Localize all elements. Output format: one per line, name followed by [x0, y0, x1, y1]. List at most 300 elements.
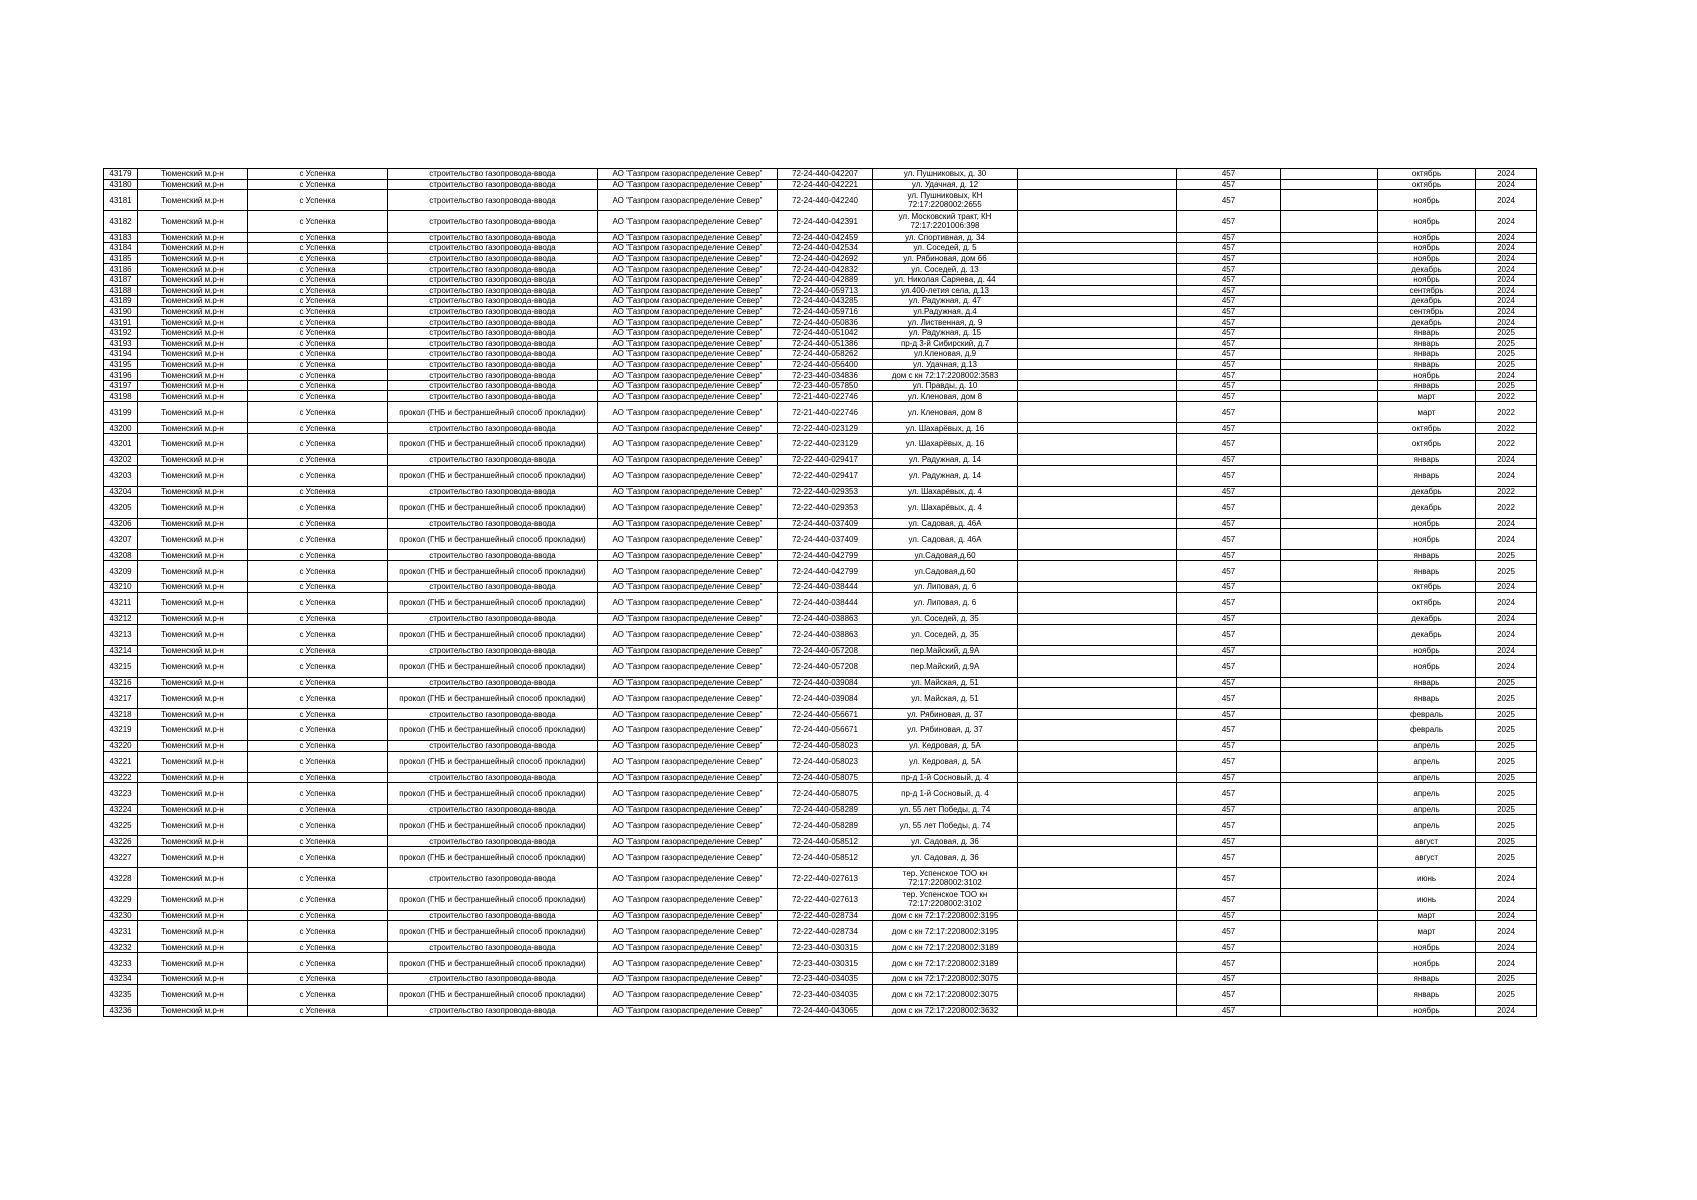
settlement-cell: с Успенка	[248, 719, 388, 740]
empty-cell	[1018, 582, 1177, 593]
organization-cell: АО "Газпром газораспределение Север"	[598, 550, 778, 561]
code-cell: 457	[1177, 497, 1281, 518]
work-type-cell: прокол (ГНБ и бестраншейный способ прокладки)	[388, 751, 598, 772]
empty-cell	[1018, 560, 1177, 581]
year-cell: 2024	[1476, 868, 1537, 889]
work-type-cell: прокол (ГНБ и бестраншейный способ прокладки)	[388, 656, 598, 677]
empty-cell	[1018, 804, 1177, 815]
year-cell: 2024	[1476, 529, 1537, 550]
address-cell: дом с кн 72:17:2208002:3632	[873, 1005, 1018, 1016]
organization-cell: АО "Газпром газораспределение Север"	[598, 624, 778, 645]
row-number-cell: 43203	[104, 465, 138, 486]
work-type-cell: строительство газопровода-ввода	[388, 359, 598, 370]
month-cell: февраль	[1378, 719, 1476, 740]
year-cell: 2025	[1476, 804, 1537, 815]
table-row	[104, 613, 1537, 624]
work-type-cell: прокол (ГНБ и бестраншейный способ прокладки)	[388, 688, 598, 709]
organization-cell: АО "Газпром газораспределение Север"	[598, 179, 778, 190]
empty-cell	[1281, 264, 1378, 275]
request-number-cell: 72-24-440-050836	[778, 317, 873, 328]
year-cell: 2025	[1476, 751, 1537, 772]
district-cell: Тюменский м.р-н	[138, 423, 248, 434]
month-cell: январь	[1378, 688, 1476, 709]
empty-cell	[1018, 815, 1177, 836]
district-cell: Тюменский м.р-н	[138, 645, 248, 656]
settlement-cell: с Успенка	[248, 529, 388, 550]
settlement-cell: с Успенка	[248, 550, 388, 561]
organization-cell: АО "Газпром газораспределение Север"	[598, 783, 778, 804]
empty-cell	[1018, 952, 1177, 973]
address-cell: ул. Пушниковых, д. 30	[873, 169, 1018, 180]
settlement-cell: с Успенка	[248, 274, 388, 285]
empty-cell	[1281, 497, 1378, 518]
month-cell: апрель	[1378, 751, 1476, 772]
work-type-cell: строительство газопровода-ввода	[388, 179, 598, 190]
empty-cell	[1281, 804, 1378, 815]
empty-cell	[1281, 486, 1378, 497]
year-cell: 2024	[1476, 370, 1537, 381]
empty-cell	[1281, 624, 1378, 645]
row-number-cell: 43197	[104, 380, 138, 391]
code-cell: 457	[1177, 465, 1281, 486]
month-cell: январь	[1378, 550, 1476, 561]
address-cell: пр-д 1-й Сосновый, д. 4	[873, 772, 1018, 783]
year-cell: 2024	[1476, 921, 1537, 942]
table-row	[104, 719, 1537, 740]
district-cell: Тюменский м.р-н	[138, 804, 248, 815]
organization-cell: АО "Газпром газораспределение Север"	[598, 974, 778, 985]
code-cell: 457	[1177, 306, 1281, 317]
address-cell: ул. Садовая, д. 36	[873, 847, 1018, 868]
month-cell: ноябрь	[1378, 1005, 1476, 1016]
month-cell: январь	[1378, 677, 1476, 688]
empty-cell	[1281, 402, 1378, 423]
year-cell: 2025	[1476, 688, 1537, 709]
year-cell: 2024	[1476, 952, 1537, 973]
month-cell: декабрь	[1378, 624, 1476, 645]
address-cell: ул.Садовая,д.60	[873, 560, 1018, 581]
year-cell: 2024	[1476, 1005, 1537, 1016]
month-cell: ноябрь	[1378, 274, 1476, 285]
settlement-cell: с Успенка	[248, 804, 388, 815]
month-cell: октябрь	[1378, 433, 1476, 454]
table-row	[104, 455, 1537, 466]
table-row	[104, 847, 1537, 868]
request-number-cell: 72-22-440-029417	[778, 465, 873, 486]
row-number-cell: 43236	[104, 1005, 138, 1016]
district-cell: Тюменский м.р-н	[138, 190, 248, 211]
district-cell: Тюменский м.р-н	[138, 688, 248, 709]
empty-cell	[1018, 497, 1177, 518]
empty-cell	[1018, 709, 1177, 720]
empty-cell	[1018, 645, 1177, 656]
settlement-cell: с Успенка	[248, 910, 388, 921]
empty-cell	[1018, 359, 1177, 370]
request-number-cell: 72-24-440-056671	[778, 719, 873, 740]
settlement-cell: с Успенка	[248, 232, 388, 243]
organization-cell: АО "Газпром газораспределение Север"	[598, 486, 778, 497]
month-cell: октябрь	[1378, 169, 1476, 180]
table-row	[104, 560, 1537, 581]
district-cell: Тюменский м.р-н	[138, 847, 248, 868]
month-cell: март	[1378, 402, 1476, 423]
empty-cell	[1018, 433, 1177, 454]
address-cell: дом с кн 72:17:2208002:3075	[873, 984, 1018, 1005]
settlement-cell: с Успенка	[248, 497, 388, 518]
month-cell: ноябрь	[1378, 952, 1476, 973]
settlement-cell: с Успенка	[248, 327, 388, 338]
code-cell: 457	[1177, 847, 1281, 868]
table-row	[104, 518, 1537, 529]
organization-cell: АО "Газпром газораспределение Север"	[598, 836, 778, 847]
code-cell: 457	[1177, 942, 1281, 953]
empty-cell	[1281, 306, 1378, 317]
request-number-cell: 72-24-440-042207	[778, 169, 873, 180]
code-cell: 457	[1177, 719, 1281, 740]
address-cell: пер.Майский, д.9А	[873, 656, 1018, 677]
table-row	[104, 179, 1537, 190]
empty-cell	[1281, 243, 1378, 254]
year-cell: 2024	[1476, 645, 1537, 656]
table-row	[104, 402, 1537, 423]
work-type-cell: строительство газопровода-ввода	[388, 306, 598, 317]
organization-cell: АО "Газпром газораспределение Север"	[598, 868, 778, 889]
empty-cell	[1018, 232, 1177, 243]
year-cell: 2024	[1476, 624, 1537, 645]
settlement-cell: с Успенка	[248, 815, 388, 836]
table-row	[104, 550, 1537, 561]
empty-cell	[1018, 264, 1177, 275]
code-cell: 457	[1177, 952, 1281, 973]
organization-cell: АО "Газпром газораспределение Север"	[598, 889, 778, 910]
settlement-cell: с Успенка	[248, 169, 388, 180]
empty-cell	[1018, 338, 1177, 349]
organization-cell: АО "Газпром газораспределение Север"	[598, 751, 778, 772]
year-cell: 2024	[1476, 613, 1537, 624]
district-cell: Тюменский м.р-н	[138, 211, 248, 232]
empty-cell	[1281, 232, 1378, 243]
row-number-cell: 43212	[104, 613, 138, 624]
empty-cell	[1281, 529, 1378, 550]
table-row	[104, 359, 1537, 370]
organization-cell: АО "Газпром газораспределение Север"	[598, 380, 778, 391]
settlement-cell: с Успенка	[248, 433, 388, 454]
table-row	[104, 942, 1537, 953]
work-type-cell: строительство газопровода-ввода	[388, 423, 598, 434]
year-cell: 2024	[1476, 264, 1537, 275]
work-type-cell: строительство газопровода-ввода	[388, 327, 598, 338]
empty-cell	[1281, 656, 1378, 677]
settlement-cell: с Успенка	[248, 359, 388, 370]
district-cell: Тюменский м.р-н	[138, 243, 248, 254]
work-type-cell: строительство газопровода-ввода	[388, 645, 598, 656]
organization-cell: АО "Газпром газораспределение Север"	[598, 815, 778, 836]
row-number-cell: 43191	[104, 317, 138, 328]
request-number-cell: 72-24-440-056400	[778, 359, 873, 370]
row-number-cell: 43183	[104, 232, 138, 243]
year-cell: 2025	[1476, 847, 1537, 868]
organization-cell: АО "Газпром газораспределение Север"	[598, 529, 778, 550]
work-type-cell: строительство газопровода-ввода	[388, 296, 598, 307]
settlement-cell: с Успенка	[248, 624, 388, 645]
empty-cell	[1018, 921, 1177, 942]
empty-cell	[1281, 984, 1378, 1005]
row-number-cell: 43214	[104, 645, 138, 656]
table-row	[104, 232, 1537, 243]
settlement-cell: с Успенка	[248, 836, 388, 847]
code-cell: 457	[1177, 677, 1281, 688]
empty-cell	[1018, 296, 1177, 307]
month-cell: апрель	[1378, 741, 1476, 752]
code-cell: 457	[1177, 974, 1281, 985]
address-cell: ул. Удачная, д.13	[873, 359, 1018, 370]
district-cell: Тюменский м.р-н	[138, 402, 248, 423]
empty-cell	[1281, 952, 1378, 973]
work-type-cell: прокол (ГНБ и бестраншейный способ прокладки)	[388, 719, 598, 740]
row-number-cell: 43226	[104, 836, 138, 847]
district-cell: Тюменский м.р-н	[138, 497, 248, 518]
organization-cell: АО "Газпром газораспределение Север"	[598, 677, 778, 688]
year-cell: 2024	[1476, 169, 1537, 180]
settlement-cell: с Успенка	[248, 423, 388, 434]
empty-cell	[1018, 211, 1177, 232]
address-cell: ул. Соседей, д. 35	[873, 613, 1018, 624]
code-cell: 457	[1177, 402, 1281, 423]
request-number-cell: 72-24-440-056671	[778, 709, 873, 720]
request-number-cell: 72-23-440-030315	[778, 942, 873, 953]
code-cell: 457	[1177, 317, 1281, 328]
year-cell: 2024	[1476, 656, 1537, 677]
settlement-cell: с Успенка	[248, 921, 388, 942]
request-number-cell: 72-24-440-059713	[778, 285, 873, 296]
work-type-cell: строительство газопровода-ввода	[388, 285, 598, 296]
code-cell: 457	[1177, 656, 1281, 677]
year-cell: 2025	[1476, 560, 1537, 581]
month-cell: октябрь	[1378, 592, 1476, 613]
month-cell: декабрь	[1378, 317, 1476, 328]
empty-cell	[1018, 868, 1177, 889]
organization-cell: АО "Газпром газораспределение Север"	[598, 169, 778, 180]
code-cell: 457	[1177, 190, 1281, 211]
year-cell: 2024	[1476, 285, 1537, 296]
code-cell: 457	[1177, 984, 1281, 1005]
row-number-cell: 43209	[104, 560, 138, 581]
work-type-cell: строительство газопровода-ввода	[388, 232, 598, 243]
district-cell: Тюменский м.р-н	[138, 560, 248, 581]
settlement-cell: с Успенка	[248, 285, 388, 296]
code-cell: 457	[1177, 592, 1281, 613]
month-cell: январь	[1378, 327, 1476, 338]
work-type-cell: строительство газопровода-ввода	[388, 868, 598, 889]
empty-cell	[1018, 783, 1177, 804]
row-number-cell: 43184	[104, 243, 138, 254]
empty-cell	[1281, 815, 1378, 836]
row-number-cell: 43213	[104, 624, 138, 645]
table-row	[104, 380, 1537, 391]
address-cell: дом с кн 72:17:2208002:3189	[873, 942, 1018, 953]
empty-cell	[1281, 560, 1378, 581]
empty-cell	[1281, 921, 1378, 942]
work-type-cell: прокол (ГНБ и бестраншейный способ прокладки)	[388, 592, 598, 613]
district-cell: Тюменский м.р-н	[138, 889, 248, 910]
address-cell: тер. Успенское ТОО кн 72:17:2208002:3102	[873, 868, 1018, 889]
request-number-cell: 72-24-440-058075	[778, 783, 873, 804]
table-row	[104, 211, 1537, 232]
row-number-cell: 43218	[104, 709, 138, 720]
code-cell: 457	[1177, 836, 1281, 847]
organization-cell: АО "Газпром газораспределение Север"	[598, 465, 778, 486]
work-type-cell: строительство газопровода-ввода	[388, 243, 598, 254]
month-cell: ноябрь	[1378, 645, 1476, 656]
empty-cell	[1018, 285, 1177, 296]
data-table	[103, 168, 1537, 1017]
empty-cell	[1018, 910, 1177, 921]
row-number-cell: 43200	[104, 423, 138, 434]
table-row	[104, 688, 1537, 709]
code-cell: 457	[1177, 1005, 1281, 1016]
empty-cell	[1281, 359, 1378, 370]
row-number-cell: 43181	[104, 190, 138, 211]
district-cell: Тюменский м.р-н	[138, 868, 248, 889]
work-type-cell: строительство газопровода-ввода	[388, 1005, 598, 1016]
request-number-cell: 72-24-440-039084	[778, 677, 873, 688]
address-cell: ул. Радужная, д. 14	[873, 455, 1018, 466]
request-number-cell: 72-22-440-023129	[778, 433, 873, 454]
year-cell: 2024	[1476, 942, 1537, 953]
district-cell: Тюменский м.р-н	[138, 274, 248, 285]
district-cell: Тюменский м.р-н	[138, 349, 248, 360]
table-row	[104, 645, 1537, 656]
settlement-cell: с Успенка	[248, 253, 388, 264]
row-number-cell: 43223	[104, 783, 138, 804]
request-number-cell: 72-22-440-029353	[778, 486, 873, 497]
code-cell: 457	[1177, 560, 1281, 581]
row-number-cell: 43196	[104, 370, 138, 381]
address-cell: ул. Рябиновая, д. 37	[873, 709, 1018, 720]
request-number-cell: 72-24-440-042799	[778, 550, 873, 561]
empty-cell	[1018, 984, 1177, 1005]
settlement-cell: с Успенка	[248, 402, 388, 423]
empty-cell	[1281, 582, 1378, 593]
settlement-cell: с Успенка	[248, 1005, 388, 1016]
empty-cell	[1281, 719, 1378, 740]
year-cell: 2024	[1476, 243, 1537, 254]
row-number-cell: 43234	[104, 974, 138, 985]
request-number-cell: 72-24-440-038444	[778, 582, 873, 593]
empty-cell	[1281, 847, 1378, 868]
request-number-cell: 72-24-440-042240	[778, 190, 873, 211]
month-cell: апрель	[1378, 783, 1476, 804]
year-cell: 2025	[1476, 380, 1537, 391]
empty-cell	[1281, 868, 1378, 889]
organization-cell: АО "Газпром газораспределение Север"	[598, 285, 778, 296]
table-row	[104, 656, 1537, 677]
year-cell: 2024	[1476, 253, 1537, 264]
table-row	[104, 497, 1537, 518]
month-cell: ноябрь	[1378, 518, 1476, 529]
month-cell: январь	[1378, 455, 1476, 466]
empty-cell	[1018, 327, 1177, 338]
organization-cell: АО "Газпром газораспределение Север"	[598, 656, 778, 677]
empty-cell	[1018, 751, 1177, 772]
settlement-cell: с Успенка	[248, 592, 388, 613]
year-cell: 2024	[1476, 317, 1537, 328]
request-number-cell: 72-24-440-058262	[778, 349, 873, 360]
request-number-cell: 72-24-440-042799	[778, 560, 873, 581]
table-row	[104, 624, 1537, 645]
row-number-cell: 43187	[104, 274, 138, 285]
month-cell: апрель	[1378, 815, 1476, 836]
code-cell: 457	[1177, 423, 1281, 434]
code-cell: 457	[1177, 486, 1281, 497]
empty-cell	[1281, 772, 1378, 783]
work-type-cell: строительство газопровода-ввода	[388, 455, 598, 466]
district-cell: Тюменский м.р-н	[138, 592, 248, 613]
row-number-cell: 43190	[104, 306, 138, 317]
district-cell: Тюменский м.р-н	[138, 974, 248, 985]
organization-cell: АО "Газпром газораспределение Север"	[598, 1005, 778, 1016]
table-row	[104, 243, 1537, 254]
year-cell: 2024	[1476, 179, 1537, 190]
empty-cell	[1281, 391, 1378, 402]
code-cell: 457	[1177, 624, 1281, 645]
code-cell: 457	[1177, 709, 1281, 720]
empty-cell	[1281, 338, 1378, 349]
work-type-cell: строительство газопровода-ввода	[388, 190, 598, 211]
empty-cell	[1281, 296, 1378, 307]
year-cell: 2025	[1476, 359, 1537, 370]
request-number-cell: 72-22-440-029353	[778, 497, 873, 518]
code-cell: 457	[1177, 518, 1281, 529]
settlement-cell: с Успенка	[248, 847, 388, 868]
request-number-cell: 72-24-440-043065	[778, 1005, 873, 1016]
empty-cell	[1018, 1005, 1177, 1016]
settlement-cell: с Успенка	[248, 868, 388, 889]
work-type-cell: прокол (ГНБ и бестраншейный способ прокладки)	[388, 847, 598, 868]
row-number-cell: 43215	[104, 656, 138, 677]
organization-cell: АО "Газпром газораспределение Север"	[598, 327, 778, 338]
address-cell: ул. Рябиновая, дом 66	[873, 253, 1018, 264]
empty-cell	[1018, 613, 1177, 624]
request-number-cell: 72-24-440-042459	[778, 232, 873, 243]
month-cell: январь	[1378, 349, 1476, 360]
empty-cell	[1018, 169, 1177, 180]
row-number-cell: 43201	[104, 433, 138, 454]
code-cell: 457	[1177, 783, 1281, 804]
work-type-cell: строительство газопровода-ввода	[388, 772, 598, 783]
settlement-cell: с Успенка	[248, 370, 388, 381]
table-row	[104, 306, 1537, 317]
row-number-cell: 43228	[104, 868, 138, 889]
settlement-cell: с Успенка	[248, 243, 388, 254]
work-type-cell: строительство газопровода-ввода	[388, 836, 598, 847]
year-cell: 2025	[1476, 709, 1537, 720]
year-cell: 2024	[1476, 190, 1537, 211]
row-number-cell: 43185	[104, 253, 138, 264]
empty-cell	[1281, 455, 1378, 466]
empty-cell	[1281, 349, 1378, 360]
work-type-cell: прокол (ГНБ и бестраншейный способ прокладки)	[388, 984, 598, 1005]
month-cell: сентябрь	[1378, 285, 1476, 296]
table-row	[104, 582, 1537, 593]
code-cell: 457	[1177, 688, 1281, 709]
row-number-cell: 43206	[104, 518, 138, 529]
district-cell: Тюменский м.р-н	[138, 1005, 248, 1016]
organization-cell: АО "Газпром газораспределение Север"	[598, 211, 778, 232]
settlement-cell: с Успенка	[248, 349, 388, 360]
month-cell: январь	[1378, 974, 1476, 985]
year-cell: 2025	[1476, 836, 1537, 847]
